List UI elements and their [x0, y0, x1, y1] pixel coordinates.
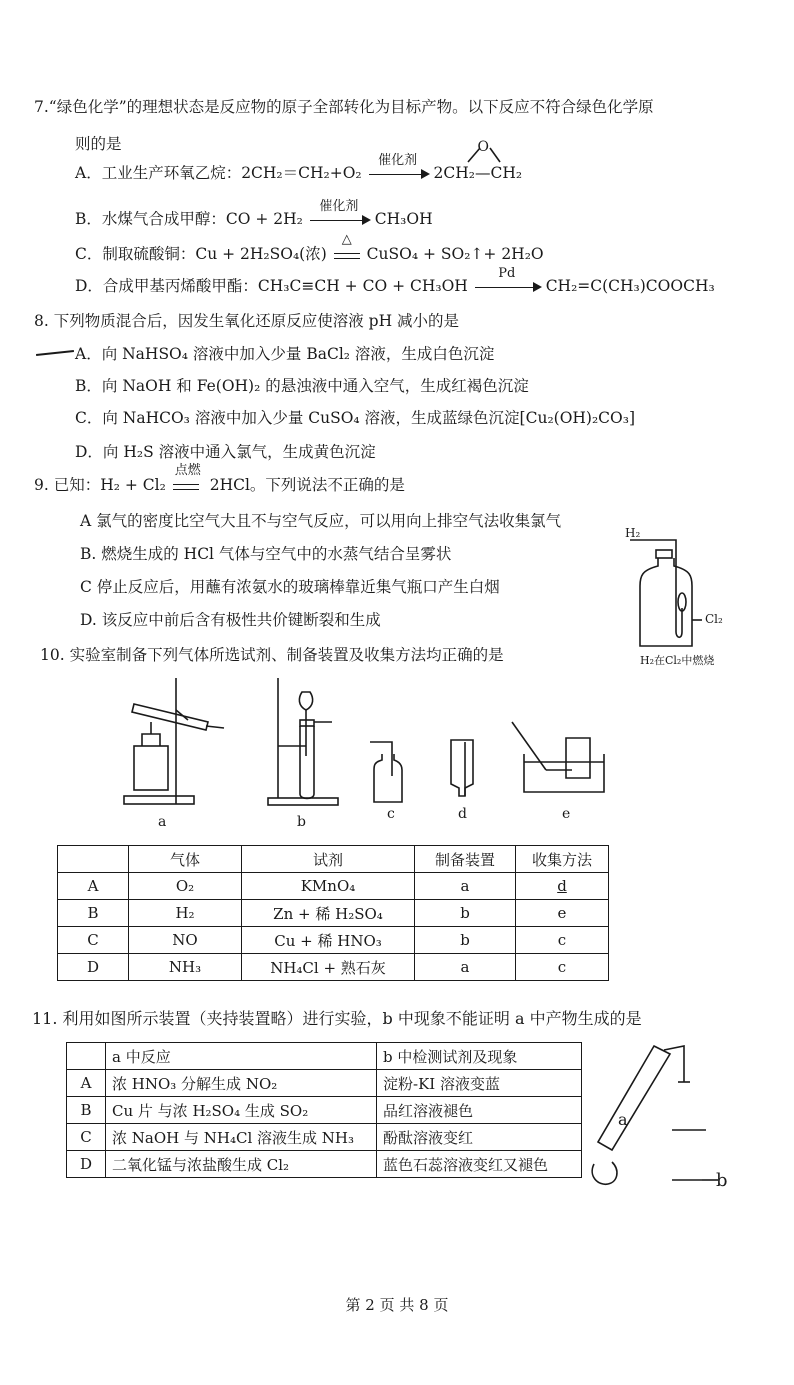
q8-option-a: A．向 NaHSO₄ 溶液中加入少量 BaCl₂ 溶液，生成白色沉淀	[75, 345, 495, 363]
table-cell: a	[415, 873, 516, 900]
q9-option-d: D. 该反应中前后含有极性共价键断裂和生成	[80, 611, 381, 629]
table-header-row	[67, 1043, 582, 1070]
table-cell: NH₄Cl + 熟石灰	[242, 954, 415, 981]
epoxide-product	[433, 139, 523, 184]
table-row	[67, 1124, 582, 1151]
fig-caption: H₂在Cl₂中燃烧	[640, 654, 715, 667]
table-cell: e	[516, 900, 609, 927]
q11-apparatus-figure	[584, 1044, 724, 1194]
q11-stem: 11. 利用如图所示装置（夹持装置略）进行实验，b 中现象不能证明 a 中产物生成的是	[32, 1009, 642, 1028]
q8-option-d: D．向 H₂S 溶液中通入氯气，生成黄色沉淀	[75, 443, 376, 461]
q7-stem-line2: 则的是	[75, 135, 122, 153]
table-header-cell: b 中检测试剂及现象	[377, 1043, 582, 1070]
table-row	[58, 900, 609, 927]
apparatus-label-d: d	[458, 806, 467, 822]
delivery-tube	[660, 540, 682, 637]
apparatus-label-e: e	[562, 806, 571, 822]
table-cell: 酚酞溶液变红	[377, 1124, 582, 1151]
jar-stopper	[656, 550, 672, 558]
table-header-row	[58, 846, 609, 873]
epoxide-ring-bonds	[434, 140, 504, 170]
fig-h2-label: H₂	[625, 526, 641, 540]
table-cell: Zn + 稀 H₂SO₄	[242, 900, 415, 927]
table-cell: D	[58, 954, 129, 981]
apparatus-label-a: a	[158, 814, 167, 830]
q9-condition: 点燃	[174, 463, 201, 478]
q7-option-c	[75, 232, 544, 265]
table-row	[67, 1097, 582, 1124]
apparatus-d-inverted-bottle	[445, 736, 485, 806]
table-cell: b	[415, 900, 516, 927]
heating-flask	[592, 1162, 617, 1184]
q11-table	[66, 1042, 582, 1178]
table-row	[58, 873, 609, 900]
gas-jar	[640, 558, 692, 646]
q7-d-text: D．合成甲基丙烯酸甲酯：CH₃C≡CH + CO + CH₃OH	[75, 277, 468, 295]
q9-stem-pre: 9. 已知：H₂ + Cl₂	[34, 476, 166, 494]
q8-stem: 8. 下列物质混合后，因发生氧化还原反应使溶液 pH 减小的是	[34, 312, 460, 330]
table-cell: Cu 片 与浓 H₂SO₄ 生成 SO₂	[106, 1097, 377, 1124]
table-cell: a	[415, 954, 516, 981]
apparatus-label-b: b	[297, 814, 306, 830]
table-cell: Cu + 稀 HNO₃	[242, 927, 415, 954]
apparatus-a-solid-heating	[120, 676, 240, 806]
q7-c-product: CuSO₄ + SO₂↑+ 2H₂O	[366, 245, 544, 263]
q7-a-condition: 催化剂	[378, 153, 418, 168]
q9-option-c: C 停止反应后，用蘸有浓氨水的玻璃棒靠近集气瓶口产生白烟	[80, 578, 500, 596]
table-row	[58, 954, 609, 981]
table-cell: b	[415, 927, 516, 954]
q7-a-product: 2CH₂—CH₂	[433, 164, 523, 182]
apparatus-b-liquid-solid	[262, 676, 362, 806]
reaction-arrow	[367, 153, 429, 184]
table-cell: 蓝色石蕊溶液变红又褪色	[377, 1151, 582, 1178]
table-cell: KMnO₄	[242, 873, 415, 900]
table-cell: 二氧化锰与浓盐酸生成 Cl₂	[106, 1151, 377, 1178]
handwritten-strike-mark	[36, 350, 74, 356]
q7-c-condition: △	[341, 232, 352, 247]
apparatus-c-collection-bottle	[368, 736, 418, 806]
apparatus-label-c: c	[387, 806, 395, 822]
q9-stem	[34, 463, 405, 496]
reaction-tube-a	[598, 1046, 670, 1150]
q7-d-product: CH₂=C(CH₃)COOCH₃	[545, 277, 715, 295]
table-header-cell: 收集方法	[516, 846, 609, 873]
q9-option-a: A 氯气的密度比空气大且不与空气反应，可以用向上排空气法收集氯气	[80, 512, 562, 530]
apparatus-e-water-trough	[510, 720, 610, 800]
table-cell: O₂	[129, 873, 242, 900]
page-footer: 第 2 页 共 8 页	[345, 1296, 449, 1314]
table-header-cell: 气体	[129, 846, 242, 873]
table-cell: c	[516, 954, 609, 981]
table-header-cell: a 中反应	[106, 1043, 377, 1070]
q10-table	[57, 845, 609, 981]
q7-b-text: B．水煤气合成甲醇：CO + 2H₂	[75, 210, 303, 228]
q8-option-b: B．向 NaOH 和 Fe(OH)₂ 的悬浊液中通入空气，生成红褐色沉淀	[75, 377, 529, 395]
table-row	[58, 927, 609, 954]
table-header-cell: 制备装置	[415, 846, 516, 873]
q10-stem: 10. 实验室制备下列气体所选试剂、制备装置及收集方法均正确的是	[40, 646, 504, 664]
table-cell: H₂	[129, 900, 242, 927]
table-cell: NH₃	[129, 954, 242, 981]
q7-c-text: C．制取硫酸铜：Cu + 2H₂SO₄(浓)	[75, 245, 327, 263]
q7-d-condition: Pd	[498, 266, 516, 281]
table-row	[67, 1151, 582, 1178]
equal-sign	[332, 232, 362, 265]
q7-b-condition: 催化剂	[319, 199, 359, 214]
table-cell: A	[67, 1070, 106, 1097]
q9-option-b: B. 燃烧生成的 HCl 气体与空气中的水蒸气结合呈雾状	[80, 545, 452, 563]
table-cell: B	[67, 1097, 106, 1124]
table-cell: D	[67, 1151, 106, 1178]
table-cell: 淀粉-KI 溶液变蓝	[377, 1070, 582, 1097]
reaction-arrow	[473, 266, 541, 297]
equal-sign	[171, 463, 205, 496]
table-cell: c	[516, 927, 609, 954]
table-header-cell	[67, 1043, 106, 1070]
table-cell: 品红溶液褪色	[377, 1097, 582, 1124]
q7-option-b	[75, 199, 433, 230]
table-cell: d	[516, 873, 609, 900]
table-cell: NO	[129, 927, 242, 954]
table-cell: A	[58, 873, 129, 900]
q7-b-product: CH₃OH	[374, 210, 433, 228]
table-cell: 浓 HNO₃ 分解生成 NO₂	[106, 1070, 377, 1097]
q7-option-d	[75, 266, 715, 297]
q7-stem-line1: 7.“绿色化学”的理想状态是反应物的原子全部转化为目标产物。以下反应不符合绿色化学原	[34, 98, 654, 116]
fig-label-a: a	[618, 1110, 628, 1129]
table-cell: C	[58, 927, 129, 954]
q7-a-text: A．工业生产环氧乙烷：2CH₂＝CH₂+O₂	[75, 164, 362, 182]
delivery-tube	[664, 1046, 684, 1082]
q9-stem-post: 2HCl。下列说法不正确的是	[209, 476, 405, 494]
table-cell: 浓 NaOH 与 NH₄Cl 溶液生成 NH₃	[106, 1124, 377, 1151]
table-cell: C	[67, 1124, 106, 1151]
table-header-cell: 试剂	[242, 846, 415, 873]
table-row	[67, 1070, 582, 1097]
reaction-arrow	[308, 199, 370, 230]
epoxide-oxygen: O	[477, 139, 490, 155]
fig-label-b: b	[716, 1170, 728, 1191]
table-header-cell	[58, 846, 129, 873]
fig-cl2-label: Cl₂	[705, 612, 723, 626]
q8-option-c: C．向 NaHCO₃ 溶液中加入少量 CuSO₄ 溶液，生成蓝绿色沉淀[Cu₂(OH)₂CO₃]	[75, 409, 636, 427]
table-cell: B	[58, 900, 129, 927]
